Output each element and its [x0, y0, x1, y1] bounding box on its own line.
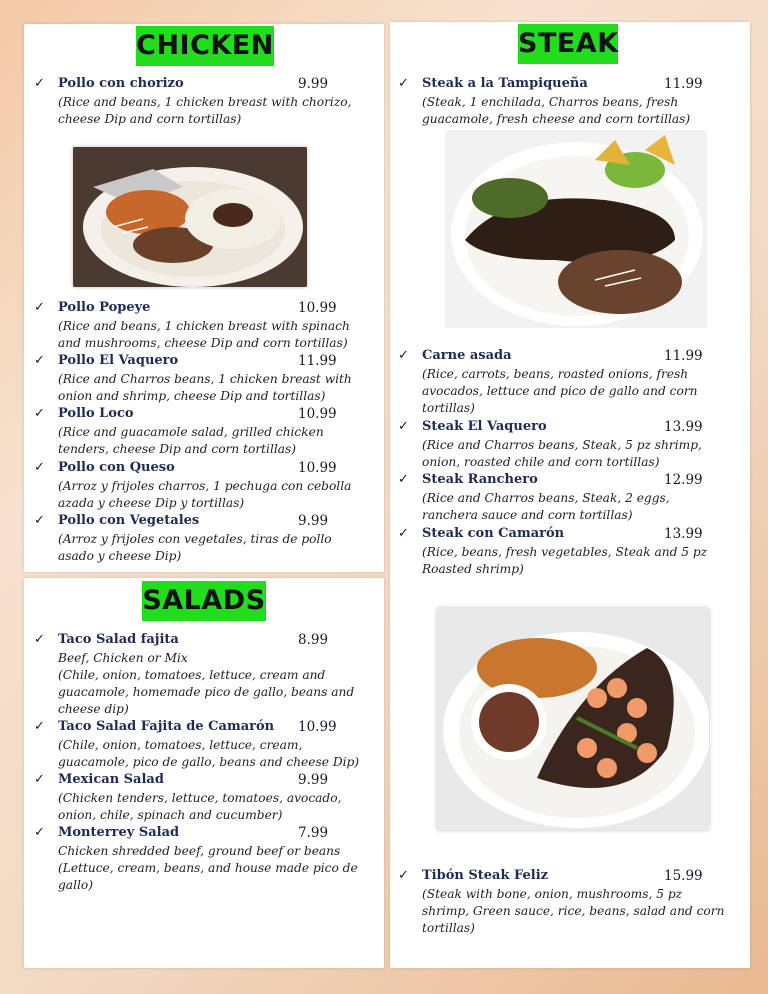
item-desc-line: guacamole, pico de gallo, beans and cheese Dip) — [58, 755, 360, 769]
item-price: 9.99 — [298, 772, 329, 788]
item-desc-line: (Arroz y frijoles con vegetales, tiras de pollo — [58, 532, 332, 546]
item-price: 10.99 — [298, 460, 337, 476]
item-desc-line: (Rice and Charros beans, Steak, 2 eggs, — [422, 491, 670, 505]
item-name: Taco Salad fajita — [58, 632, 179, 647]
item-desc-line: onion, roasted chile and corn tortillas) — [422, 455, 660, 469]
check-icon: ✓ — [34, 300, 45, 315]
item-name: Steak con Camarón — [422, 526, 565, 541]
item-desc-line: (Rice, beans, fresh vegetables, Steak and 5 pz — [422, 545, 708, 559]
item-desc-line: avocados, lettuce and pico de gallo and corn — [422, 384, 698, 398]
item-desc-line: Roasted shrimp) — [422, 562, 524, 576]
salads-panel — [24, 578, 384, 968]
item-desc-line: guacamole, fresh cheese and corn tortillas) — [422, 112, 691, 126]
item-price: 11.99 — [298, 353, 337, 369]
chicken-section-title: CHICKEN — [136, 26, 274, 66]
item-price: 15.99 — [664, 868, 703, 884]
check-icon: ✓ — [398, 76, 409, 91]
salads-section-title: SALADS — [142, 581, 266, 621]
item-desc-line: (Rice and guacamole salad, grilled chicken — [58, 425, 324, 439]
item-name: Pollo El Vaquero — [58, 353, 179, 368]
check-icon: ✓ — [34, 825, 45, 840]
item-desc-line: shrimp, Green sauce, rice, beans, salad and corn — [422, 904, 725, 918]
item-price: 10.99 — [298, 406, 337, 422]
check-icon: ✓ — [398, 526, 409, 541]
item-name: Pollo Popeye — [58, 300, 151, 315]
item-desc-line: onion and shrimp, cheese Dip and tortillas) — [58, 389, 326, 403]
item-desc-line: tenders, cheese Dip and corn tortillas) — [58, 442, 297, 456]
item-name: Taco Salad Fajita de Camarón — [58, 719, 275, 734]
item-price: 11.99 — [664, 348, 703, 364]
item-desc-line: onion, chile, spinach and cucumber) — [58, 808, 283, 822]
check-icon: ✓ — [398, 419, 409, 434]
plate-steak-shrimp-photo — [437, 608, 709, 830]
item-desc-line: azada y cheese Dip y tortillas) — [58, 496, 245, 510]
item-desc-line: tortillas) — [422, 921, 475, 935]
item-name: Steak a la Tampiqueña — [422, 76, 588, 91]
item-desc-line: (Chicken tenders, lettuce, tomatoes, avocado, — [58, 791, 342, 805]
item-price: 12.99 — [664, 472, 703, 488]
item-desc-line: Chicken shredded beef, ground beef or beans — [58, 844, 341, 858]
item-desc-line: (Rice and beans, 1 chicken breast with chorizo, — [58, 95, 352, 109]
item-price: 8.99 — [298, 632, 329, 648]
item-desc-line: asado y cheese Dip) — [58, 549, 182, 563]
item-price: 9.99 — [298, 513, 329, 529]
item-price: 9.99 — [298, 76, 329, 92]
check-icon: ✓ — [398, 348, 409, 363]
item-name: Pollo Loco — [58, 406, 134, 421]
item-price: 7.99 — [298, 825, 329, 841]
check-icon: ✓ — [34, 406, 45, 421]
item-desc-line: tortillas) — [422, 401, 475, 415]
item-desc-line: and mushrooms, cheese Dip and corn tortillas) — [58, 336, 348, 350]
item-price: 10.99 — [298, 719, 337, 735]
item-price: 10.99 — [298, 300, 337, 316]
item-price: 11.99 — [664, 76, 703, 92]
steak-panel — [390, 22, 750, 968]
check-icon: ✓ — [398, 472, 409, 487]
item-name: Pollo con chorizo — [58, 76, 184, 91]
check-icon: ✓ — [34, 513, 45, 528]
item-desc-line: Beef, Chicken or Mix — [58, 651, 188, 665]
item-desc-line: (Rice and beans, 1 chicken breast with spinach — [58, 319, 350, 333]
item-name: Carne asada — [422, 348, 512, 363]
item-price: 13.99 — [664, 526, 703, 542]
item-desc-line: guacamole, homemade pico de gallo, beans and — [58, 685, 355, 699]
item-desc-line: (Chile, onion, tomatoes, lettuce, cream and — [58, 668, 326, 682]
check-icon: ✓ — [34, 460, 45, 475]
item-desc-line: (Rice and Charros beans, Steak, 5 pz shrimp, — [422, 438, 702, 452]
item-desc-line: (Steak, 1 enchilada, Charros beans, fresh — [422, 95, 679, 109]
item-name: Pollo con Queso — [58, 460, 175, 475]
item-desc-line: cheese dip) — [58, 702, 129, 716]
item-desc-line: (Rice, carrots, beans, roasted onions, fresh — [422, 367, 689, 381]
item-desc-line: (Arroz y frijoles charros, 1 pechuga con cebolla — [58, 479, 352, 493]
item-name: Pollo con Vegetales — [58, 513, 200, 528]
item-price: 13.99 — [664, 419, 703, 435]
item-name: Monterrey Salad — [58, 825, 180, 840]
item-name: Steak El Vaquero — [422, 419, 547, 434]
chicken-panel — [24, 24, 384, 572]
steak-section-title: STEAK — [518, 24, 618, 64]
item-desc-line: cheese Dip and corn tortillas) — [58, 112, 242, 126]
plate-chicken-photo — [73, 147, 307, 287]
check-icon: ✓ — [34, 772, 45, 787]
plate-steak-photo — [445, 130, 707, 328]
item-desc-line: ranchera sauce and corn tortillas) — [422, 508, 633, 522]
item-desc-line: (Steak with bone, onion, mushrooms, 5 pz — [422, 887, 683, 901]
item-desc-line: gallo) — [58, 878, 93, 892]
item-name: Tibón Steak Feliz — [422, 868, 549, 883]
item-desc-line: (Chile, onion, tomatoes, lettuce, cream, — [58, 738, 303, 752]
check-icon: ✓ — [34, 76, 45, 91]
check-icon: ✓ — [34, 632, 45, 647]
item-name: Mexican Salad — [58, 772, 164, 787]
item-name: Steak Ranchero — [422, 472, 538, 487]
item-desc-line: (Rice and Charros beans, 1 chicken breast with — [58, 372, 352, 386]
check-icon: ✓ — [398, 868, 409, 883]
check-icon: ✓ — [34, 719, 45, 734]
check-icon: ✓ — [34, 353, 45, 368]
item-desc-line: (Lettuce, cream, beans, and house made pico de — [58, 861, 358, 875]
